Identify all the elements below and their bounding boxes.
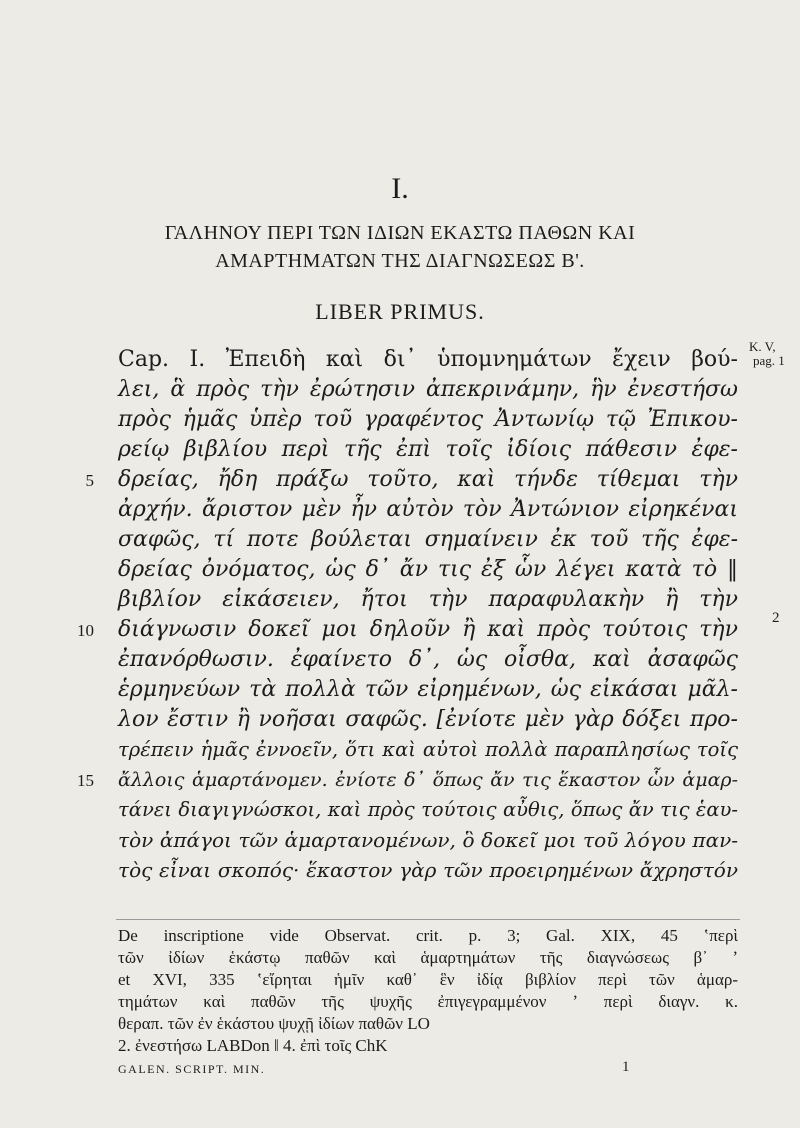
printer-signature: GALEN. SCRIPT. MIN. [118, 1062, 266, 1076]
text-line: ρείῳ βιβλίου περὶ τῆς ἐπὶ τοῖς ἰδίοις πάθεσιν ἐφε- [118, 437, 738, 462]
line-number: 15 [77, 771, 94, 790]
text-line: διάγνωσιν δοκεῖ μοι δηλοῦν ἢ καὶ πρὸς τούτοις τὴν [118, 617, 738, 642]
text-line: σαφῶς, τί ποτε βούλεται σημαίνειν ἐκ τοῦ τῆς ἐφε- [118, 527, 738, 552]
greek-title-line-2: ΑΜΑΡΤΗΜΑΤΩΝ ΤΗΣ ΔΙΑΓΝΩΣΕΩΣ Β'. [215, 250, 585, 272]
text-line: τάνει διαγιγνώσκοι, καὶ πρὸς τούτοις αὖθις, ὅπως ἄν τις ἑαυ- [118, 798, 738, 821]
apparatus-line: 2. ἐνεστήσω LABDon ‖ 4. ἐπὶ τοῖς ChK [118, 1036, 388, 1055]
text-line: δρείας, ἤδη πράξω τοῦτο, καὶ τήνδε τίθεμαι τὴν [118, 467, 738, 492]
apparatus-line: De inscriptione vide Observat. crit. p. 3; Gal. XIX, 45 ʽπερὶ [118, 926, 738, 945]
liber-title: LIBER PRIMUS. [315, 299, 485, 324]
text-line: λει, ἃ πρὸς τὴν ἐρώτησιν ἀπεκρινάμην, ἣν ἐνεστήσω [118, 377, 738, 402]
signature-number: 1 [622, 1059, 630, 1075]
chapter-number: I. [391, 172, 409, 205]
apparatus-line: τῶν ἰδίων ἑκάστῳ παθῶν καὶ ἁμαρτημάτων τῆς διαγνώσεως β᾽ ʼ [118, 948, 738, 967]
text-line: ἄλλοις ἁμαρτάνομεν. ἐνίοτε δ᾽ ὅπως ἄν τις ἕκαστον ὧν ἁμαρ- [118, 769, 738, 791]
margin-reference-page: pag. 1 [753, 353, 785, 368]
text-line: βιβλίον εἰκάσειεν, ἤτοι τὴν παραφυλακὴν ἢ τὴν [118, 587, 738, 612]
text-line: ἐπανόρθωσιν. ἐφαίνετο δ᾽, ὡς οἶσθα, καὶ ἀσαφῶς [118, 647, 738, 672]
line-number: 10 [77, 621, 94, 640]
text-line: ἀρχήν. ἄριστον μὲν ἦν αὐτὸν τὸν Ἀντώνιον εἰρηκέναι [118, 497, 738, 522]
footnote-rule [116, 919, 740, 920]
text-line: Cap. I. Ἐπειδὴ καὶ δι᾽ ὑπομνημάτων ἔχειν βού- [118, 347, 738, 372]
apparatus-line: τημάτων καὶ παθῶν τῆς ψυχῆς ἐπιγεγραμμένον ʼ περὶ διαγν. κ. [118, 992, 738, 1011]
text-line: ἑρμηνεύων τὰ πολλὰ τῶν εἰρημένων, ὡς εἰκάσαι μᾶλ- [118, 677, 738, 702]
margin-reference [749, 340, 799, 368]
line-number: 5 [85, 471, 94, 490]
greek-title-line-1: ΓΑΛΗΝΟΥ ΠΕΡΙ ΤΩΝ ΙΔΙΩΝ ΕΚΑΣΤΩ ΠΑΘΩΝ ΚΑΙ [164, 222, 636, 244]
apparatus-line: et XVI, 335 ʽεἴρηται ἡμῖν καθ᾽ ἓν ἰδίᾳ βιβλίον περὶ τῶν ἁμαρ- [118, 970, 738, 989]
text-line: λον ἔστιν ἢ νοῆσαι σαφῶς. [ἐνίοτε μὲν γὰρ δόξει προ- [118, 707, 738, 732]
text-line: πρὸς ἡμᾶς ὑπὲρ τοῦ γραφέντος Ἀντωνίῳ τῷ Ἐπικου- [118, 407, 738, 432]
apparatus-line: θεραπ. τῶν ἐν ἑκάστου ψυχῇ ἰδίων παθῶν LO [118, 1014, 430, 1033]
text-line: τὸν ἀπάγοι τῶν ἁμαρτανομένων, ὃ δοκεῖ μοι τοῦ λόγου παν- [118, 828, 738, 852]
text-line: τὸς εἶναι σκοπός· ἕκαστον γὰρ τῶν προειρημένων ἄχρηστόν [118, 858, 738, 882]
margin-reference-volume: K. V, [749, 339, 776, 354]
text-line: τρέπειν ἡμᾶς ἐννοεῖν, ὅτι καὶ αὐτοὶ πολλὰ παραπλησίως τοῖς [118, 738, 738, 761]
margin-page-marker: 2 [772, 610, 780, 626]
text-line: δρείας ὀνόματος, ὡς δ᾽ ἄν τις ἐξ ὧν λέγει κατὰ τὸ ‖ [118, 557, 738, 582]
